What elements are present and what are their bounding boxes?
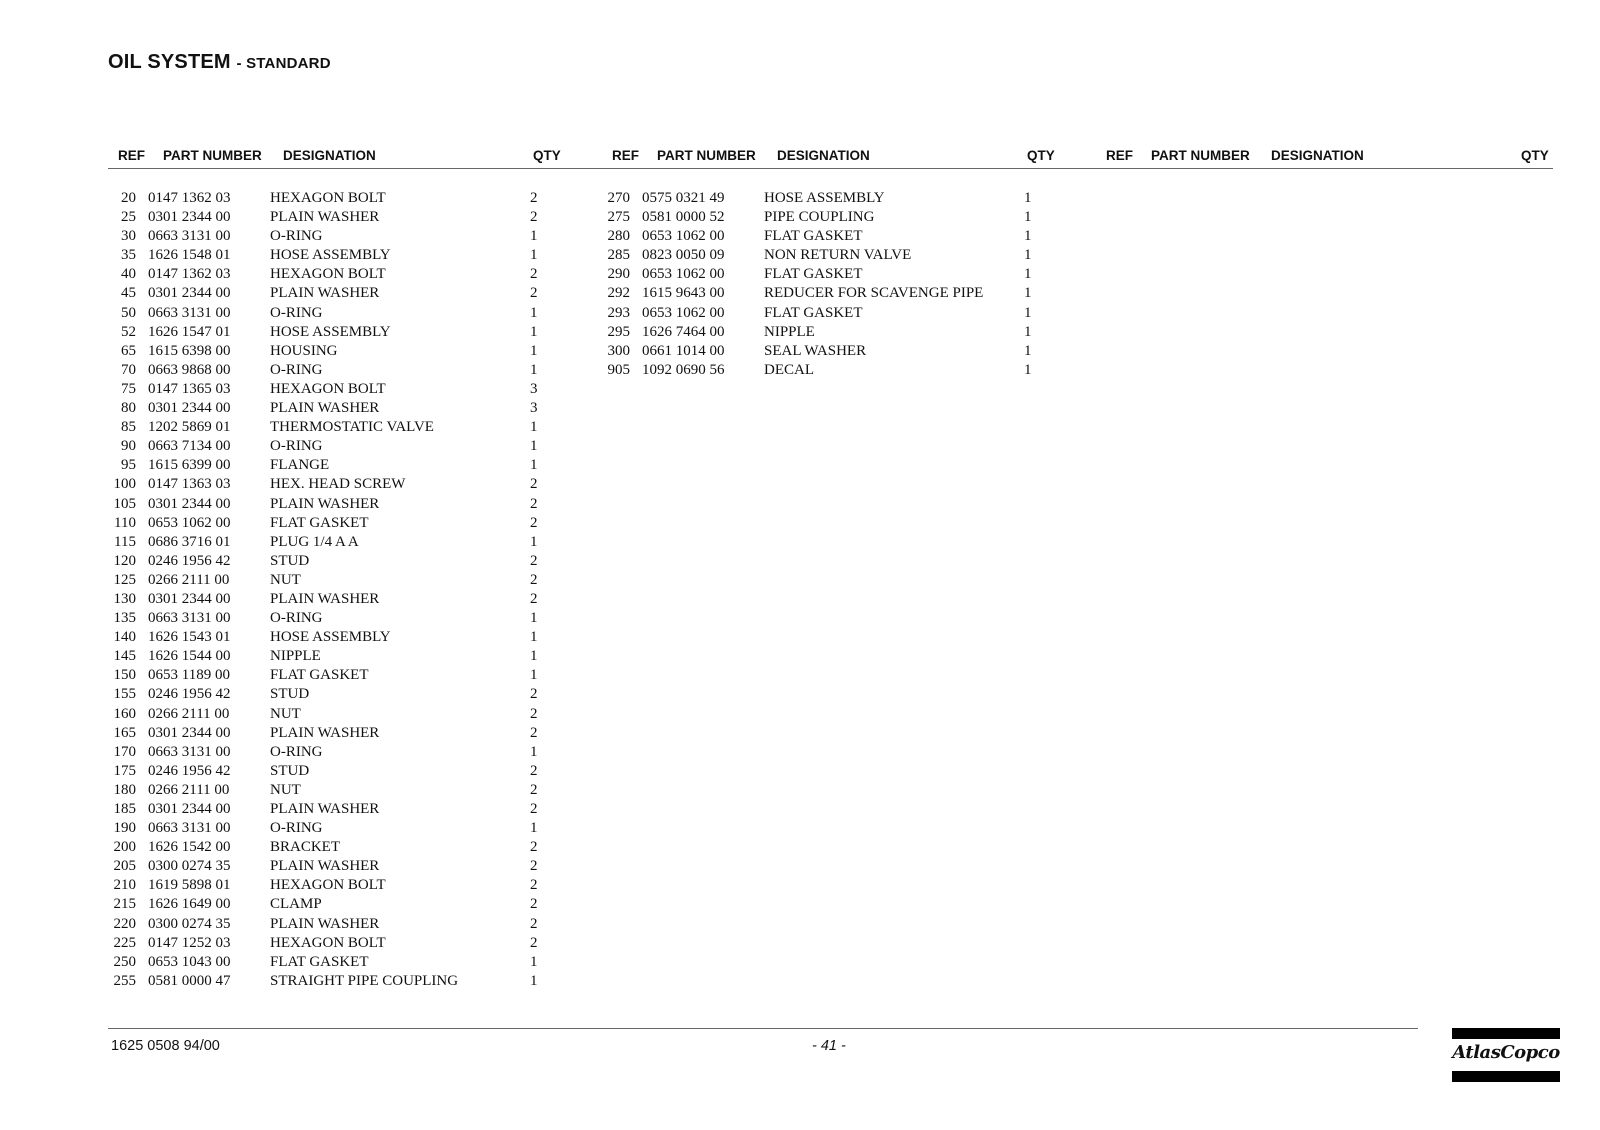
ref-cell: 45 xyxy=(121,285,136,302)
document-number: 1625 0508 94/00 xyxy=(111,1038,220,1054)
ref-cell: 285 xyxy=(607,247,630,264)
designation-cell: SEAL WASHER xyxy=(764,342,867,359)
designation-cell: FLAT GASKET xyxy=(764,266,863,283)
part-number-cell: 0301 2344 00 xyxy=(148,209,231,226)
ref-cell: 300 xyxy=(607,342,630,359)
designation-cell: HEXAGON BOLT xyxy=(270,266,386,283)
ref-cell: 145 xyxy=(113,648,136,665)
designation-cell: PLAIN WASHER xyxy=(270,801,380,817)
ref-cell: 120 xyxy=(113,552,136,569)
qty-cell: 1 xyxy=(1024,209,1032,226)
part-number-cell: 0266 2111 00 xyxy=(148,705,230,722)
qty-cell: 1 xyxy=(530,629,538,646)
header-qty-1: QTY xyxy=(533,148,561,163)
page-number: - 41 - xyxy=(812,1038,846,1054)
header-ref-1: REF xyxy=(118,148,145,163)
qty-cell: 1 xyxy=(530,457,538,474)
part-number-cell: 0246 1956 42 xyxy=(148,762,231,779)
qty-cell: 1 xyxy=(1024,247,1032,264)
ref-cell: 215 xyxy=(113,896,136,913)
ref-cell: 135 xyxy=(113,610,136,627)
header-designation-1: DESIGNATION xyxy=(283,148,376,163)
part-number-cell: 0147 1252 03 xyxy=(148,934,231,951)
ref-cell: 80 xyxy=(121,400,136,417)
ref-cell: 40 xyxy=(121,266,136,283)
part-number-cell: 0147 1362 03 xyxy=(148,190,231,206)
designation-cell: BRACKET xyxy=(270,839,341,856)
designation-cell: STUD xyxy=(270,552,310,569)
designation-cell: HOSE ASSEMBLY xyxy=(270,629,391,646)
ref-cell: 292 xyxy=(607,285,630,302)
ref-cell: 100 xyxy=(113,476,136,493)
ref-cell: 200 xyxy=(113,839,136,856)
part-number-cell: 0147 1363 03 xyxy=(148,476,231,493)
ref-cell: 50 xyxy=(121,304,136,321)
designation-cell: PLAIN WASHER xyxy=(270,400,380,417)
qty-cell: 3 xyxy=(530,380,538,397)
header-part-number-2: PART NUMBER xyxy=(657,148,756,163)
ref-cell: 180 xyxy=(113,781,136,798)
designation-cell: O-RING xyxy=(270,743,323,760)
designation-cell: FLAT GASKET xyxy=(764,228,863,245)
designation-cell: HEXAGON BOLT xyxy=(270,934,386,951)
part-number-cell: 1626 1548 01 xyxy=(148,247,231,264)
qty-cell: 2 xyxy=(530,877,538,894)
designation-cell: STUD xyxy=(270,762,310,779)
qty-cell: 2 xyxy=(530,705,538,722)
designation-cell: HEXAGON BOLT xyxy=(270,190,386,206)
qty-cell: 2 xyxy=(530,285,538,302)
ref-cell: 185 xyxy=(113,801,136,817)
qty-cell: 1 xyxy=(530,533,538,550)
ref-cell: 65 xyxy=(121,342,136,359)
qty-cell: 2 xyxy=(530,514,538,531)
ref-cell: 115 xyxy=(114,533,136,550)
designation-cell: HEXAGON BOLT xyxy=(270,877,386,894)
ref-cell: 270 xyxy=(607,190,630,206)
ref-cell: 105 xyxy=(113,495,136,512)
part-number-cell: 1626 1543 01 xyxy=(148,629,231,646)
part-number-cell: 0663 7134 00 xyxy=(148,438,231,455)
ref-cell: 150 xyxy=(113,667,136,684)
part-number-cell: 0653 1043 00 xyxy=(148,953,231,970)
part-number-cell: 1615 6399 00 xyxy=(148,457,231,474)
qty-cell: 1 xyxy=(530,419,538,436)
qty-cell: 2 xyxy=(530,839,538,856)
qty-cell: 2 xyxy=(530,915,538,932)
part-number-cell: 1626 1542 00 xyxy=(148,839,231,856)
designation-cell: O-RING xyxy=(270,304,323,321)
part-number-cell: 0663 9868 00 xyxy=(148,361,231,378)
part-number-cell: 1626 1649 00 xyxy=(148,896,231,913)
ref-cell: 280 xyxy=(607,228,630,245)
designation-cell: FLANGE xyxy=(270,457,330,474)
ref-cell: 225 xyxy=(113,934,136,951)
ref-cell: 130 xyxy=(113,590,136,607)
header-part-number-3: PART NUMBER xyxy=(1151,148,1250,163)
ref-cell: 295 xyxy=(607,323,630,340)
designation-cell: PLUG 1/4 A A xyxy=(270,533,359,550)
part-number-cell: 0246 1956 42 xyxy=(148,686,231,703)
atlas-copco-logo xyxy=(1452,1028,1560,1082)
qty-cell: 2 xyxy=(530,762,538,779)
ref-cell: 190 xyxy=(113,820,136,837)
designation-cell: NIPPLE xyxy=(764,323,815,340)
qty-cell: 2 xyxy=(530,896,538,913)
ref-cell: 110 xyxy=(114,514,136,531)
part-number-cell: 1626 1544 00 xyxy=(148,648,231,665)
part-number-cell: 1092 0690 56 xyxy=(642,361,725,378)
qty-cell: 1 xyxy=(1024,323,1032,340)
designation-cell: CLAMP xyxy=(270,896,322,913)
ref-cell: 155 xyxy=(113,686,136,703)
qty-cell: 1 xyxy=(530,743,538,760)
header-divider xyxy=(108,168,1553,169)
part-number-cell: 0246 1956 42 xyxy=(148,552,231,569)
ref-cell: 220 xyxy=(113,915,136,932)
qty-cell: 1 xyxy=(530,648,538,665)
qty-cell: 2 xyxy=(530,266,538,283)
designation-cell: FLAT GASKET xyxy=(764,304,863,321)
qty-cell: 2 xyxy=(530,934,538,951)
designation-cell: DECAL xyxy=(764,361,814,378)
designation-cell: HEX. HEAD SCREW xyxy=(270,476,406,493)
ref-cell: 125 xyxy=(113,571,136,588)
qty-cell: 1 xyxy=(1024,342,1032,359)
qty-cell: 2 xyxy=(530,190,538,206)
part-number-cell: 0653 1062 00 xyxy=(642,228,725,245)
logo-text: AtlasCopco xyxy=(1452,1042,1560,1063)
qty-cell: 2 xyxy=(530,571,538,588)
logo-bar-bottom xyxy=(1452,1071,1560,1082)
part-number-cell: 0301 2344 00 xyxy=(148,724,231,741)
ref-cell: 250 xyxy=(113,953,136,970)
designation-cell: FLAT GASKET xyxy=(270,667,369,684)
ref-cell: 275 xyxy=(607,209,630,226)
designation-cell: PLAIN WASHER xyxy=(270,590,380,607)
designation-cell: O-RING xyxy=(270,228,323,245)
header-part-number-1: PART NUMBER xyxy=(163,148,262,163)
qty-cell: 1 xyxy=(530,342,538,359)
part-number-cell: 0266 2111 00 xyxy=(148,781,230,798)
qty-cell: 2 xyxy=(530,476,538,493)
part-number-cell: 0581 0000 47 xyxy=(148,972,231,989)
designation-cell: HOSE ASSEMBLY xyxy=(270,247,391,264)
part-number-cell: 0301 2344 00 xyxy=(148,590,231,607)
part-number-cell: 0686 3716 01 xyxy=(148,533,231,550)
header-designation-2: DESIGNATION xyxy=(777,148,870,163)
qty-cell: 1 xyxy=(1024,190,1032,206)
qty-cell: 1 xyxy=(1024,304,1032,321)
qty-cell: 2 xyxy=(530,590,538,607)
designation-cell: PLAIN WASHER xyxy=(270,495,380,512)
part-number-cell: 0581 0000 52 xyxy=(642,209,725,226)
qty-cell: 2 xyxy=(530,781,538,798)
ref-cell: 90 xyxy=(121,438,136,455)
designation-cell: HEXAGON BOLT xyxy=(270,380,386,397)
designation-cell: PLAIN WASHER xyxy=(270,285,380,302)
ref-cell: 95 xyxy=(121,457,136,474)
designation-cell: O-RING xyxy=(270,361,323,378)
designation-cell: NON RETURN VALVE xyxy=(764,247,912,264)
part-number-cell: 0653 1189 00 xyxy=(148,667,230,684)
qty-cell: 2 xyxy=(530,858,538,875)
ref-cell: 85 xyxy=(121,419,136,436)
ref-cell: 75 xyxy=(121,380,136,397)
part-number-cell: 1202 5869 01 xyxy=(148,419,231,436)
page-title xyxy=(108,51,331,74)
designation-cell: PLAIN WASHER xyxy=(270,724,380,741)
qty-cell: 1 xyxy=(530,361,538,378)
logo-bar-top xyxy=(1452,1028,1560,1039)
part-number-cell: 0301 2344 00 xyxy=(148,285,231,302)
designation-cell: FLAT GASKET xyxy=(270,953,369,970)
part-number-cell: 0301 2344 00 xyxy=(148,801,231,817)
designation-cell: HOSE ASSEMBLY xyxy=(270,323,391,340)
qty-cell: 1 xyxy=(530,304,538,321)
designation-cell: STRAIGHT PIPE COUPLING xyxy=(270,972,459,989)
qty-cell: 1 xyxy=(530,323,538,340)
part-number-cell: 0823 0050 09 xyxy=(642,247,725,264)
part-number-cell: 0147 1362 03 xyxy=(148,266,231,283)
part-number-cell: 0663 3131 00 xyxy=(148,743,231,760)
designation-cell: PLAIN WASHER xyxy=(270,209,380,226)
ref-cell: 20 xyxy=(121,190,136,206)
part-number-cell: 1619 5898 01 xyxy=(148,877,231,894)
part-number-cell: 0663 3131 00 xyxy=(148,610,231,627)
designation-cell: HOUSING xyxy=(270,342,338,359)
part-number-cell: 0300 0274 35 xyxy=(148,915,231,932)
ref-cell: 205 xyxy=(113,858,136,875)
qty-cell: 2 xyxy=(530,209,538,226)
designation-cell: NIPPLE xyxy=(270,648,321,665)
ref-cell: 210 xyxy=(113,877,136,894)
title-main: OIL SYSTEM xyxy=(108,51,231,73)
qty-cell: 1 xyxy=(530,972,538,989)
part-number-cell: 0301 2344 00 xyxy=(148,495,231,512)
qty-cell: 1 xyxy=(1024,228,1032,245)
title-sub: - STANDARD xyxy=(236,55,331,72)
designation-cell: NUT xyxy=(270,781,301,798)
qty-cell: 1 xyxy=(530,667,538,684)
part-number-cell: 0663 3131 00 xyxy=(148,304,231,321)
part-number-cell: 0266 2111 00 xyxy=(148,571,230,588)
ref-cell: 160 xyxy=(113,705,136,722)
header-ref-3: REF xyxy=(1106,148,1133,163)
part-number-cell: 0661 1014 00 xyxy=(642,342,725,359)
header-qty-3: QTY xyxy=(1521,148,1549,163)
ref-cell: 165 xyxy=(113,724,136,741)
qty-cell: 1 xyxy=(530,953,538,970)
designation-cell: PLAIN WASHER xyxy=(270,915,380,932)
part-number-cell: 1615 6398 00 xyxy=(148,342,231,359)
designation-cell: REDUCER FOR SCAVENGE PIPE xyxy=(764,285,984,302)
part-number-cell: 0663 3131 00 xyxy=(148,228,231,245)
header-designation-3: DESIGNATION xyxy=(1271,148,1364,163)
designation-cell: PLAIN WASHER xyxy=(270,858,380,875)
qty-cell: 2 xyxy=(530,552,538,569)
part-number-cell: 1626 7464 00 xyxy=(642,323,725,340)
qty-cell: 2 xyxy=(530,801,538,817)
qty-cell: 1 xyxy=(1024,285,1032,302)
qty-cell: 1 xyxy=(530,438,538,455)
ref-cell: 52 xyxy=(121,323,136,340)
qty-cell: 2 xyxy=(530,686,538,703)
ref-cell: 170 xyxy=(113,743,136,760)
qty-cell: 1 xyxy=(1024,266,1032,283)
qty-cell: 1 xyxy=(530,228,538,245)
designation-cell: STUD xyxy=(270,686,310,703)
designation-cell: NUT xyxy=(270,571,301,588)
qty-cell: 3 xyxy=(530,400,538,417)
qty-cell: 1 xyxy=(530,820,538,837)
ref-cell: 293 xyxy=(607,304,630,321)
part-number-cell: 0653 1062 00 xyxy=(642,304,725,321)
designation-cell: FLAT GASKET xyxy=(270,514,369,531)
ref-cell: 30 xyxy=(121,228,136,245)
header-ref-2: REF xyxy=(612,148,639,163)
qty-cell: 1 xyxy=(530,610,538,627)
ref-cell: 25 xyxy=(121,209,136,226)
part-number-cell: 0653 1062 00 xyxy=(642,266,725,283)
designation-cell: O-RING xyxy=(270,820,323,837)
ref-cell: 70 xyxy=(121,361,136,378)
part-number-cell: 0575 0321 49 xyxy=(642,190,725,206)
part-number-cell: 0653 1062 00 xyxy=(148,514,231,531)
part-number-cell: 1626 1547 01 xyxy=(148,323,231,340)
designation-cell: THERMOSTATIC VALVE xyxy=(270,419,434,436)
qty-cell: 1 xyxy=(1024,361,1032,378)
designation-cell: PIPE COUPLING xyxy=(764,209,875,226)
part-number-cell: 0300 0274 35 xyxy=(148,858,231,875)
ref-cell: 140 xyxy=(113,629,136,646)
designation-cell: HOSE ASSEMBLY xyxy=(764,190,885,206)
designation-cell: NUT xyxy=(270,705,301,722)
part-number-cell: 0663 3131 00 xyxy=(148,820,231,837)
qty-cell: 2 xyxy=(530,495,538,512)
qty-cell: 2 xyxy=(530,724,538,741)
ref-cell: 290 xyxy=(607,266,630,283)
header-qty-2: QTY xyxy=(1027,148,1055,163)
ref-cell: 255 xyxy=(113,972,136,989)
ref-cell: 35 xyxy=(121,247,136,264)
footer-divider xyxy=(108,1028,1418,1029)
designation-cell: O-RING xyxy=(270,610,323,627)
part-number-cell: 1615 9643 00 xyxy=(642,285,725,302)
designation-cell: O-RING xyxy=(270,438,323,455)
ref-cell: 175 xyxy=(113,762,136,779)
ref-cell: 905 xyxy=(607,361,630,378)
part-number-cell: 0301 2344 00 xyxy=(148,400,231,417)
qty-cell: 1 xyxy=(530,247,538,264)
part-number-cell: 0147 1365 03 xyxy=(148,380,231,397)
